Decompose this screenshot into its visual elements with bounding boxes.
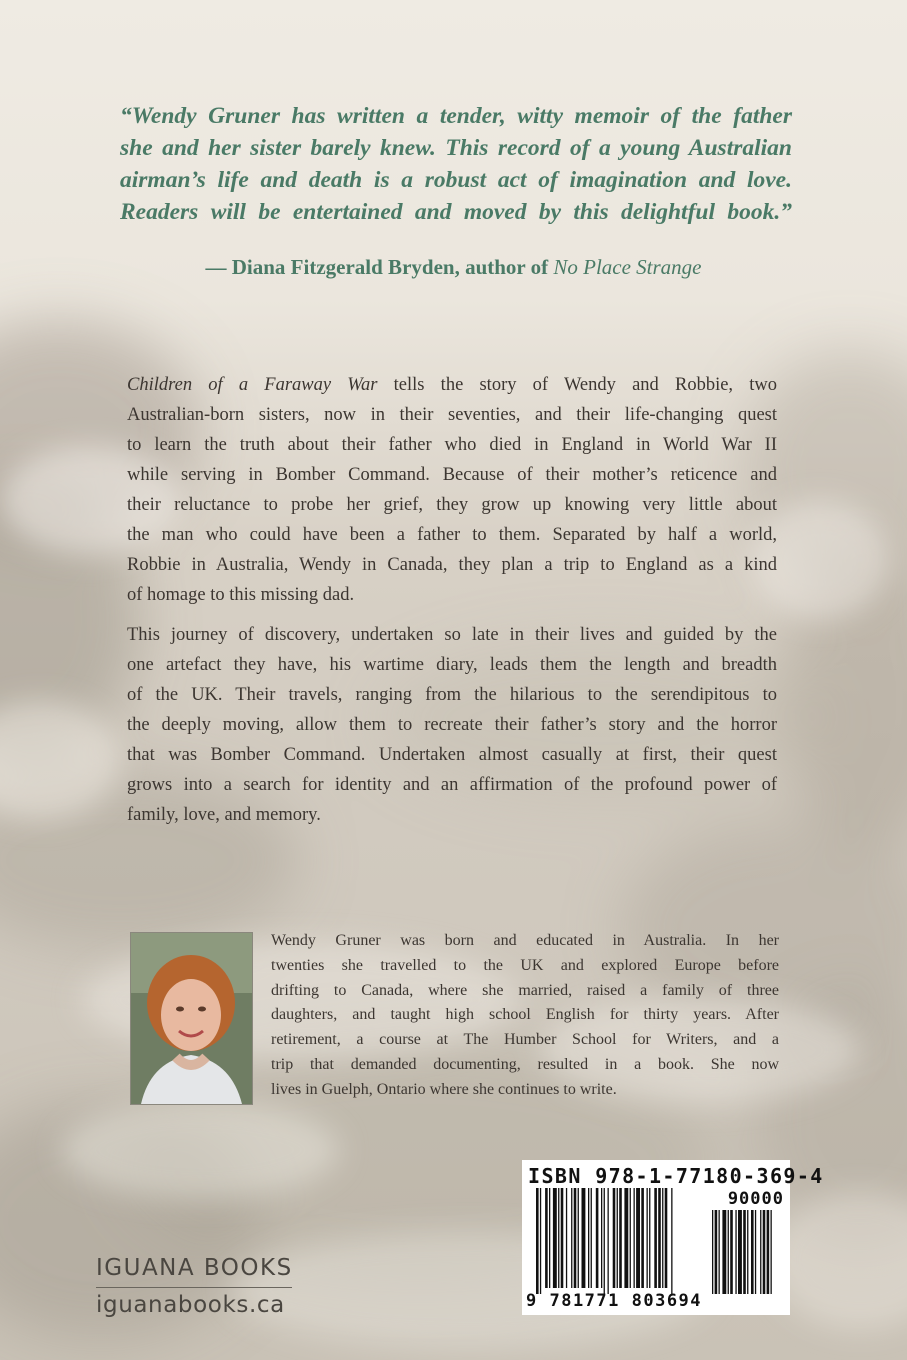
barcode-bar <box>604 1188 605 1294</box>
barcode-addon-bar <box>722 1210 726 1294</box>
description-paragraph-1 <box>127 370 777 610</box>
quote-line: she and her sister barely knew. This record of a young Australian <box>120 135 792 161</box>
publisher-url: iguanabooks.ca <box>96 1292 285 1318</box>
barcode-bar <box>578 1188 579 1288</box>
barcode-bar <box>634 1188 635 1288</box>
isbn-barcode <box>522 1160 824 1315</box>
description-line: Australian-born sisters, now in their seventies, and their life-changing quest <box>127 405 777 425</box>
barcode-bar <box>558 1188 559 1288</box>
barcode-bar <box>641 1188 644 1288</box>
barcode-addon-bar <box>712 1210 713 1294</box>
barcode-bar <box>619 1188 622 1288</box>
barcode-bar <box>662 1188 663 1288</box>
barcode-bar <box>571 1188 572 1288</box>
barcode-addon-bar <box>719 1210 720 1294</box>
book-title: Children of a Faraway War <box>127 375 378 395</box>
barcode-bar <box>647 1188 648 1288</box>
barcode-bar <box>654 1188 657 1288</box>
barcode-bar <box>545 1188 548 1288</box>
quote-line: Readers will be entertained and moved by this delightful book.” <box>120 199 792 225</box>
bio-line: daughters, and taught high school English for thirty years. After <box>271 1006 779 1024</box>
barcode-bar <box>649 1188 650 1288</box>
barcode-bar <box>561 1188 564 1288</box>
endorsement-quote <box>120 100 792 228</box>
barcode-addon-bar <box>767 1210 770 1294</box>
quote-line: “Wendy Gruner has written a tender, witty memoir of the father <box>120 103 792 129</box>
barcode-bar <box>613 1188 616 1288</box>
description-line: Robbie in Australia, Wendy in Canada, they plan a trip to England as a kind <box>127 555 777 575</box>
attribution-author: — Diana Fitzgerald Bryden, author of <box>205 255 554 279</box>
barcode-bar <box>636 1188 640 1288</box>
description-line: grows into a search for identity and an affirmation of the profound power of <box>127 775 777 795</box>
author-portrait-image <box>131 933 252 1104</box>
description-line: the deeply moving, allow them to recreate their father’s story and the horror <box>127 715 777 735</box>
barcode-bar <box>601 1188 602 1288</box>
attribution-book-title: No Place Strange <box>553 255 702 279</box>
barcode-bar <box>549 1188 550 1288</box>
barcode-addon-bar <box>771 1210 772 1294</box>
barcode-bar <box>596 1188 599 1288</box>
description-line: the man who could have been a father to them. Separated by half a world, <box>127 525 777 545</box>
description-line: their reluctance to probe her grief, they grow up knowing very little about <box>127 495 777 515</box>
bio-line: lives in Guelph, Ontario where she continues to write. <box>271 1080 617 1098</box>
barcode-addon-bar <box>760 1210 761 1294</box>
barcode-addon-bar <box>735 1210 736 1294</box>
isbn-text: ISBN 978-1-77180-369-4 <box>528 1164 824 1188</box>
barcode-bar <box>671 1188 672 1294</box>
description-line: to learn the truth about their father who died in England in World War II <box>127 435 777 455</box>
bio-line: trip that demanded documenting, resulted in a book. She now <box>271 1055 779 1073</box>
description-line: while serving in Bomber Command. Because of their mother’s reticence and <box>127 465 777 485</box>
barcode-bar <box>536 1188 539 1294</box>
author-bio <box>271 929 779 1103</box>
barcode-addon-bar <box>730 1210 733 1294</box>
description-line: of the UK. Their travels, ranging from the hilarious to the serendipitous to <box>127 685 777 705</box>
barcode-addon-bar <box>715 1210 718 1294</box>
barcode-addon-digits: 90000 <box>727 1189 784 1209</box>
publisher-divider <box>96 1287 292 1288</box>
barcode-addon-bar <box>743 1210 746 1294</box>
publisher-logo: IGUANA BOOKS <box>96 1255 293 1281</box>
barcode-addon-bar <box>763 1210 766 1294</box>
description-line: family, love, and memory. <box>127 805 321 825</box>
barcode-addon-bar <box>747 1210 748 1294</box>
bio-line: retirement, a course at The Humber School for Writers, and a <box>271 1031 779 1049</box>
quote-line: airman’s life and death is a robust act of imagination and love. <box>120 167 792 193</box>
bio-line: twenties she travelled to the UK and explored Europe before <box>271 956 779 974</box>
bio-line: Wendy Gruner was born and educated in Australia. In her <box>271 932 779 949</box>
barcode-bar <box>624 1188 628 1288</box>
endorsement-attribution <box>0 255 907 280</box>
barcode-bar <box>658 1188 661 1288</box>
barcode-addon-bar <box>738 1210 742 1294</box>
barcode-addon-bar <box>755 1210 756 1294</box>
barcode-bar <box>630 1188 631 1288</box>
description-line: Children of a Faraway War tells the story of Wendy and Robbie, two <box>127 375 777 395</box>
barcode-bar <box>540 1188 541 1294</box>
bio-line: drifting to Canada, where she married, raised a family of three <box>271 981 779 999</box>
description-line: This journey of discovery, undertaken so late in their lives and guided by the <box>127 625 777 645</box>
ean-digits: 9 781771 803694 <box>526 1291 703 1311</box>
description-paragraph-2 <box>127 620 777 830</box>
barcode-bar <box>608 1188 609 1294</box>
barcode-bar <box>588 1188 589 1288</box>
barcode-addon-bar <box>751 1210 754 1294</box>
author-photo <box>130 932 253 1105</box>
barcode-bar <box>574 1188 577 1288</box>
barcode-bar <box>553 1188 557 1288</box>
description-line: one artefact they have, his wartime diary, leads them the length and breadth <box>127 655 777 675</box>
barcode-bar <box>591 1188 592 1288</box>
barcode-addon-bar <box>728 1210 729 1294</box>
description-line: of homage to this missing dad. <box>127 585 355 605</box>
barcode-bar <box>617 1188 618 1288</box>
barcode-bar <box>566 1188 567 1288</box>
barcode-bar <box>665 1188 668 1288</box>
barcode-bar <box>582 1188 586 1288</box>
description-line: that was Bomber Command. Undertaken almost casually at first, their quest <box>127 745 777 765</box>
